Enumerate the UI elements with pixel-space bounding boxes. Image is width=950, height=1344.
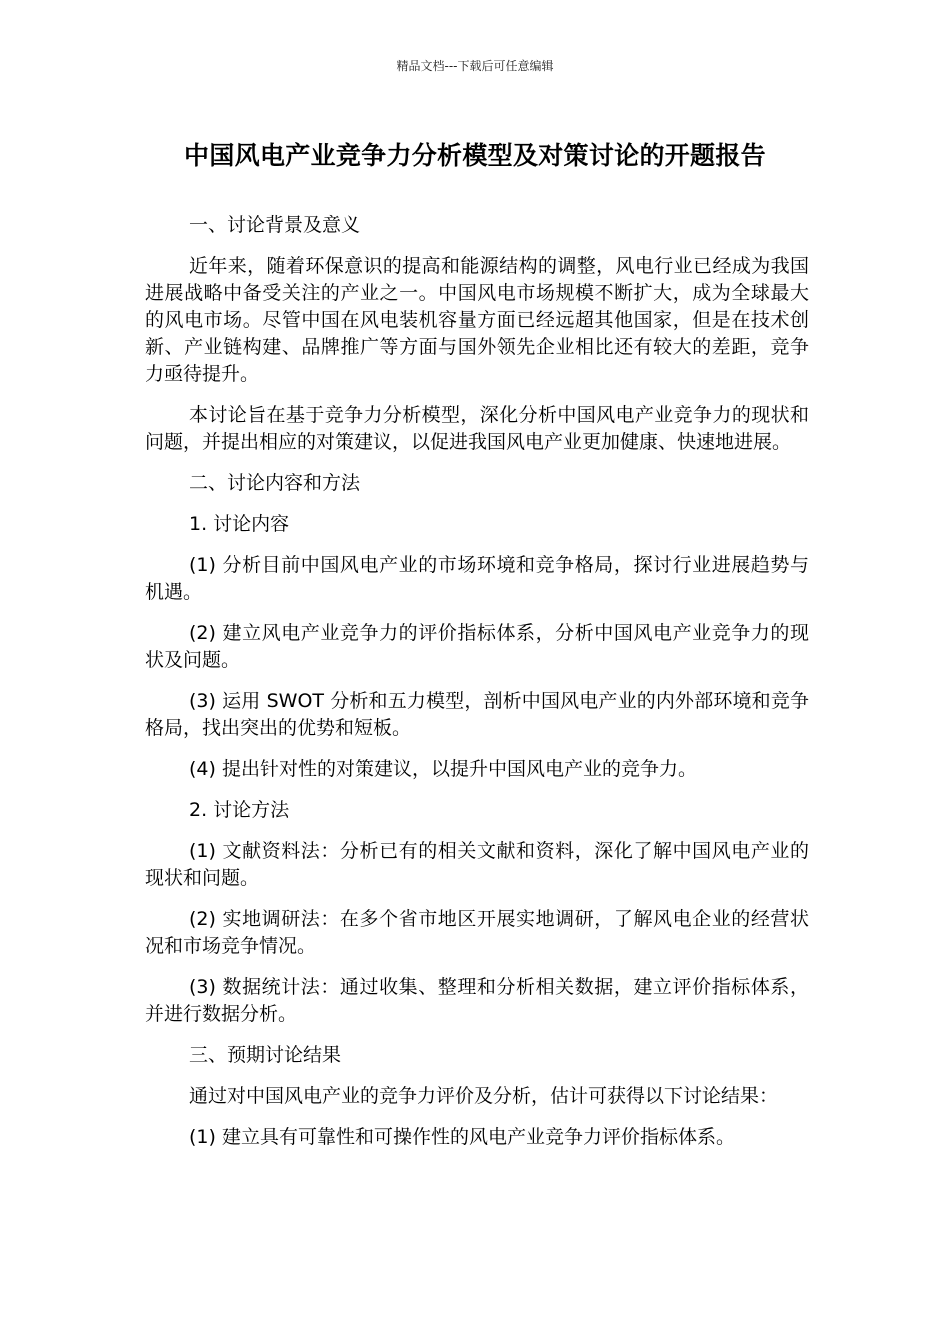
list-item-content-1: (1) 分析目前中国风电产业的市场环境和竞争格局，探讨行业进展趋势与机遇。 xyxy=(145,554,809,603)
subheading-content: 1. 讨论内容 xyxy=(189,513,290,535)
list-item-content-2: (2) 建立风电产业竞争力的评价指标体系，分析中国风电产业竞争力的现状及问题。 xyxy=(145,622,809,671)
paragraph-purpose: 本讨论旨在基于竞争力分析模型，深化分析中国风电产业竞争力的现状和问题，并提出相应的对策建议，以促进我国风电产业更加健康、快速地进展。 xyxy=(145,404,809,453)
paragraph-background: 近年来，随着环保意识的提高和能源结构的调整，风电行业已经成为我国进展战略中备受关注的产业之一。中国风电市场规模不断扩大，成为全球最大的风电市场。尽管中国在风电装机容量方面已经远超其他国家，但是在技术创新、产业链构建、品牌推广等方面与国外领先企业相比还有较大的差距，竞争力亟待提升。 xyxy=(145,255,809,385)
subheading-methods: 2. 讨论方法 xyxy=(189,799,290,821)
section-heading-content-methods: 二、讨论内容和方法 xyxy=(189,472,361,494)
list-item-result-1: (1) 建立具有可靠性和可操作性的风电产业竞争力评价指标体系。 xyxy=(189,1126,735,1148)
document-body xyxy=(145,212,809,1165)
document-title: 中国风电产业竞争力分析模型及对策讨论的开题报告 xyxy=(184,141,766,170)
list-item-content-3: (3) 运用 SWOT 分析和五力模型，剖析中国风电产业的内外部环境和竞争格局，找出突出的优势和短板。 xyxy=(145,690,809,739)
paragraph-expected-results: 通过对中国风电产业的竞争力评价及分析，估计可获得以下讨论结果： xyxy=(189,1085,779,1107)
section-heading-expected-results: 三、预期讨论结果 xyxy=(189,1044,342,1066)
header-note: 精品文档---下载后可任意编辑 xyxy=(396,59,554,73)
list-item-method-1: (1) 文献资料法：分析已有的相关文献和资料，深化了解中国风电产业的现状和问题。 xyxy=(145,840,809,889)
list-item-method-3: (3) 数据统计法：通过收集、整理和分析相关数据，建立评价指标体系，并进行数据分析。 xyxy=(145,976,809,1025)
list-item-content-4: (4) 提出针对性的对策建议，以提升中国风电产业的竞争力。 xyxy=(189,758,697,780)
section-heading-background: 一、讨论背景及意义 xyxy=(189,214,361,236)
list-item-method-2: (2) 实地调研法：在多个省市地区开展实地调研，了解风电企业的经营状况和市场竞争情况。 xyxy=(145,908,809,957)
